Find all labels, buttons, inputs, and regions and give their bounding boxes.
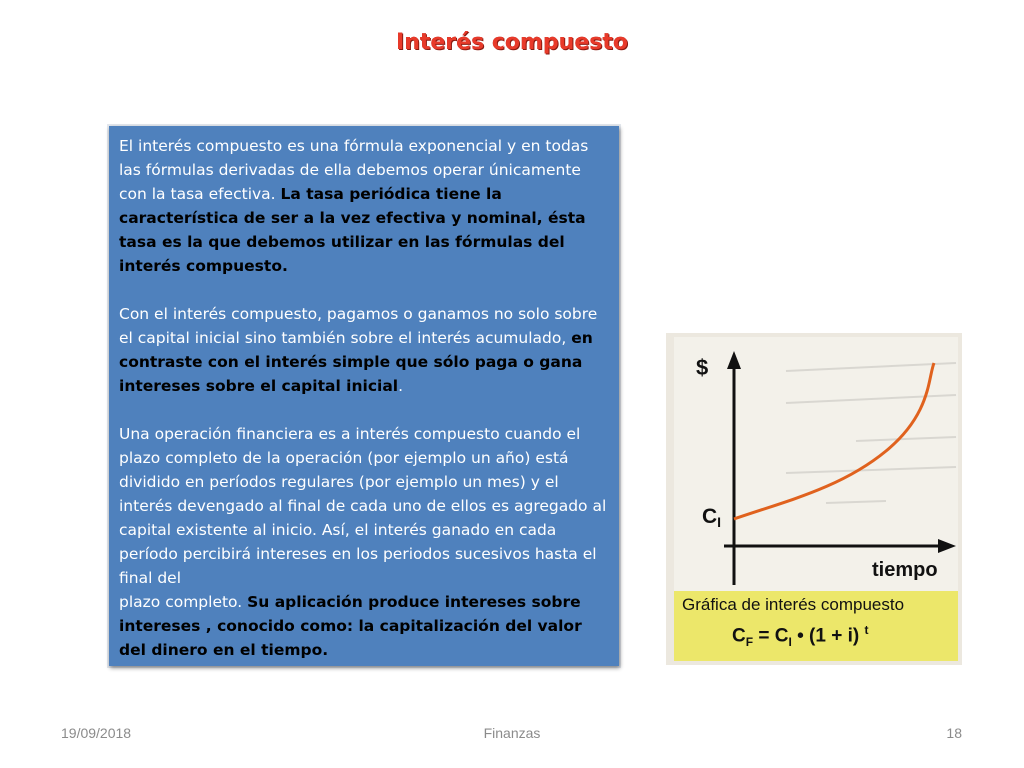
- paragraph-2-end: .: [398, 377, 404, 395]
- slide-title: Interés compuesto: [396, 30, 628, 55]
- paragraph-2-bold: en contraste con el interés simple que sólo paga o gana intereses sobre el capital inicial: [119, 329, 593, 395]
- paragraph-3-text: Una operación financiera es a interés compuesto cuando el plazo completo de la operación (por ejemplo un año) está dividido en períodos regulares (por ejemplo un mes) y el interés devengado al final de cada uno de ellos es agregado al capital existente al inicio. Así, el interés ganado en cada período percibirá intereses en los periodos sucesivos hasta el final del: [119, 425, 607, 587]
- formula-eq: =: [753, 625, 775, 647]
- paragraph-2: [119, 302, 611, 398]
- paragraph-1-bold: La tasa periódica tiene la característica de ser a la vez efectiva y nominal, ésta tasa es la que debemos utilizar en las fórmulas del interés compuesto.: [119, 185, 586, 275]
- formula-exp: t: [864, 623, 869, 637]
- x-axis-arrow: [938, 539, 956, 553]
- initial-capital-sub: I: [717, 514, 722, 530]
- formula-rest: • (1 + i): [791, 625, 865, 647]
- paragraph-1: [119, 134, 611, 278]
- formula-lhs: C: [732, 625, 746, 647]
- paragraph-3: [119, 422, 611, 662]
- compound-interest-figure: [666, 333, 962, 665]
- formula-c-sub: I: [788, 635, 792, 650]
- x-axis-label: tiempo: [872, 559, 938, 581]
- content-text-box: [109, 126, 619, 666]
- background-texture: [786, 363, 956, 503]
- y-axis-arrow: [727, 351, 741, 369]
- compound-formula: [732, 623, 868, 649]
- paragraph-1-text: El interés compuesto es una fórmula exponencial y en todas las fórmulas derivadas de ella debemos operar únicamente con la tasa efectiva.: [119, 137, 589, 203]
- paragraph-3-bold: Su aplicación produce intereses sobre intereses , conocido como: la capitalización del valor del dinero en el tiempo.: [119, 593, 582, 659]
- footer-page-number: 18: [946, 725, 962, 741]
- plot-svg: [666, 333, 962, 603]
- paragraph-3-text-2: plazo completo.: [119, 593, 248, 611]
- footer-title: Finanzas: [483, 725, 541, 741]
- figure-caption: Gráfica de interés compuesto: [682, 595, 905, 614]
- paragraph-2-text: Con el interés compuesto, pagamos o ganamos no solo sobre el capital inicial sino también sobre el interés acumulado,: [119, 305, 598, 347]
- footer-date: 19/09/2018: [61, 725, 132, 741]
- initial-capital-label: [702, 505, 721, 530]
- y-axis-label: $: [696, 355, 709, 380]
- growth-curve: [734, 363, 934, 519]
- formula-lhs-sub: F: [745, 635, 754, 650]
- initial-capital-main: C: [702, 505, 718, 528]
- formula-c: C: [774, 625, 789, 647]
